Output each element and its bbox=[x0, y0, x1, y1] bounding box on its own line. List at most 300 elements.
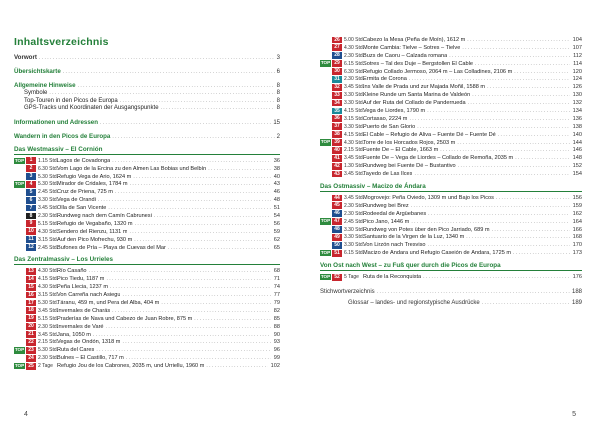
tour-duration: 5.30 Std. bbox=[38, 181, 59, 188]
dot-leader bbox=[475, 61, 570, 67]
tour-number: 5 bbox=[26, 189, 36, 196]
region-heading: Das Zentralmassiv – Los Urrieles bbox=[14, 256, 280, 265]
tour-number: 52 bbox=[332, 274, 342, 281]
entry-label: Übersichtskarte bbox=[14, 68, 61, 75]
tour-number: 26 bbox=[332, 37, 342, 44]
tour-page: 93 bbox=[273, 339, 280, 346]
tour-title: Monte Cambia: Tielve – Sotres – Tielve bbox=[363, 44, 461, 51]
page-number-right: 5 bbox=[572, 411, 576, 418]
dot-leader bbox=[417, 124, 569, 130]
dot-leader bbox=[466, 234, 569, 240]
tour-number: 13 bbox=[26, 268, 36, 275]
tour-page: 176 bbox=[572, 274, 582, 281]
tour-row bbox=[320, 210, 582, 218]
tour-page: 134 bbox=[572, 107, 582, 114]
entry-label: Informationen und Adressen bbox=[14, 118, 98, 126]
tour-duration: 3.45 Std. bbox=[38, 205, 59, 212]
tour-row bbox=[320, 233, 582, 241]
tour-row bbox=[320, 131, 582, 139]
tour-row bbox=[320, 60, 582, 68]
entry-label: Stichwortverzeichnis bbox=[320, 289, 375, 296]
top-tour-badge: TOP bbox=[320, 273, 331, 279]
tour-row bbox=[320, 44, 582, 52]
entry-page: 6 bbox=[276, 69, 280, 75]
tour-duration: 3.45 Std. bbox=[38, 307, 59, 314]
tour-page: 71 bbox=[273, 276, 280, 283]
dot-leader bbox=[112, 158, 271, 164]
tour-page: 77 bbox=[273, 292, 280, 299]
dot-leader bbox=[482, 298, 570, 309]
dot-leader bbox=[154, 213, 271, 219]
tour-row bbox=[14, 331, 280, 339]
tour-duration: 3.15 Std. bbox=[38, 236, 59, 243]
tour-row bbox=[14, 220, 280, 228]
left-content bbox=[14, 36, 280, 370]
dot-leader bbox=[414, 171, 569, 177]
tour-page: 132 bbox=[572, 100, 582, 107]
region-heading: Von Ost nach West – zu Fuß quer durch die Picos de Europa bbox=[320, 262, 582, 271]
toc-entry bbox=[320, 298, 582, 309]
dot-leader bbox=[467, 37, 569, 43]
right-page bbox=[300, 0, 600, 428]
dot-leader bbox=[106, 276, 270, 282]
dot-leader bbox=[423, 274, 570, 280]
tour-row bbox=[14, 307, 280, 315]
tour-duration: 5 Tage bbox=[344, 274, 359, 281]
tour-page: 144 bbox=[572, 139, 582, 146]
tour-duration: 5.30 Std. bbox=[38, 173, 59, 180]
tour-row bbox=[14, 354, 280, 362]
tour-duration: 3.30 Std. bbox=[344, 92, 365, 99]
tour-title: Vegas de Ondón, 1318 m bbox=[57, 339, 121, 346]
tour-page: 162 bbox=[572, 210, 582, 217]
tour-row bbox=[320, 75, 582, 83]
tour-page: 136 bbox=[572, 115, 582, 122]
entry-label: GPS-Tracks und Koordinaten der Ausgangspunkte bbox=[24, 105, 159, 112]
dot-leader bbox=[129, 229, 270, 235]
tour-row bbox=[320, 115, 582, 123]
dot-leader bbox=[110, 284, 271, 290]
tour-row bbox=[320, 146, 582, 154]
dot-leader bbox=[106, 324, 271, 330]
tour-page: 126 bbox=[572, 84, 582, 91]
tour-duration: 3.30 Std. bbox=[344, 242, 365, 249]
tour-page: 90 bbox=[273, 331, 280, 338]
tour-title: Olla de San Vicente bbox=[57, 205, 107, 212]
top-tour-badge: TOP bbox=[14, 347, 25, 353]
tour-row bbox=[14, 315, 280, 323]
tour-title: Río Casaño bbox=[57, 268, 87, 275]
tour-title: Auf der Ruta del Collado de Panderrueda bbox=[363, 100, 466, 107]
entry-page: 2 bbox=[276, 133, 280, 140]
tour-page: 164 bbox=[572, 218, 582, 225]
tour-title: Von Carreña nach Asiegu bbox=[57, 292, 121, 299]
tour-title: Refugio Vega de Ario, 1624 m bbox=[57, 173, 132, 180]
tour-number: 6 bbox=[26, 197, 36, 204]
tour-duration: 2.30 Std. bbox=[38, 355, 59, 362]
tour-duration: 5.15 Std. bbox=[38, 220, 59, 227]
tour-page: 130 bbox=[572, 92, 582, 99]
left-regions bbox=[14, 146, 280, 370]
tour-title: Cortasao, 2224 m bbox=[363, 115, 408, 122]
right-regions bbox=[320, 36, 582, 281]
tour-number: 39 bbox=[332, 139, 342, 146]
tour-number: 16 bbox=[26, 292, 36, 299]
tour-row bbox=[320, 68, 582, 76]
tour-row bbox=[14, 236, 280, 244]
tour-title: Bulnes – El Castillo, 717 m bbox=[57, 355, 124, 362]
entry-page: 3 bbox=[276, 55, 280, 61]
dot-leader bbox=[161, 105, 275, 113]
tour-title: Cabezo la Mesa (Peña de Moín), 1612 m bbox=[363, 36, 466, 43]
dot-leader bbox=[39, 54, 275, 62]
tour-number: 49 bbox=[332, 234, 342, 241]
dot-leader bbox=[462, 45, 569, 51]
tour-page: 159 bbox=[572, 202, 582, 209]
entry-page: 188 bbox=[571, 289, 582, 296]
dot-leader bbox=[122, 292, 270, 298]
tour-number: 20 bbox=[26, 323, 36, 330]
tour-duration: 2.15 Std. bbox=[38, 339, 59, 346]
tour-duration: 2.30 Std. bbox=[38, 323, 59, 330]
tour-duration: 1.30 Std. bbox=[344, 163, 365, 170]
dot-leader bbox=[458, 163, 570, 169]
toc-entry bbox=[14, 68, 280, 76]
tour-number: 40 bbox=[332, 147, 342, 154]
dot-leader bbox=[120, 98, 275, 106]
tour-duration: 6.30 Std. bbox=[38, 165, 59, 172]
dot-leader bbox=[440, 147, 569, 153]
tour-row bbox=[14, 283, 280, 291]
dot-leader bbox=[93, 332, 271, 338]
tour-row bbox=[320, 154, 582, 162]
dot-leader bbox=[377, 287, 570, 298]
tour-duration: 2 Tage bbox=[38, 363, 53, 370]
tour-page: 36 bbox=[273, 157, 280, 164]
tour-page: 59 bbox=[273, 228, 280, 235]
tour-page: 114 bbox=[573, 60, 582, 67]
tour-number: 17 bbox=[26, 300, 36, 307]
tour-page: 85 bbox=[273, 315, 280, 322]
dot-leader bbox=[112, 133, 274, 141]
dot-leader bbox=[63, 68, 275, 76]
tour-duration: 4.15 Std. bbox=[344, 131, 365, 138]
tour-row bbox=[320, 123, 582, 131]
tour-title: Rundweg nach dem Camín Cabrunesi bbox=[57, 212, 152, 219]
top-tour-badge: TOP bbox=[320, 139, 331, 145]
top-tour-badge: TOP bbox=[320, 60, 331, 66]
tour-number: 46 bbox=[332, 210, 342, 217]
dot-leader bbox=[428, 242, 570, 248]
tour-number: 42 bbox=[332, 163, 342, 170]
tour-number: 29 bbox=[332, 60, 342, 67]
tour-title: Rundweg bei Fuente Dé – Bustantivo bbox=[363, 163, 456, 170]
entry-label: Top-Touren in den Picos de Europa bbox=[24, 97, 118, 104]
tour-page: 40 bbox=[273, 173, 280, 180]
tour-page: 79 bbox=[273, 299, 280, 306]
dot-leader bbox=[472, 92, 569, 98]
tour-duration: 4.30 Std. bbox=[344, 44, 365, 51]
tour-row bbox=[320, 139, 582, 147]
tour-duration: 4.15 Std. bbox=[344, 107, 365, 114]
tour-number: 2 bbox=[26, 165, 36, 172]
tour-page: 120 bbox=[572, 68, 582, 75]
tour-page: 148 bbox=[572, 155, 582, 162]
tour-title: Ermita de Corona bbox=[363, 76, 407, 83]
tour-title: Buzs de Caoru – Calzada romana bbox=[363, 52, 448, 59]
tour-title: Peña Llecia, 1237 m bbox=[57, 284, 108, 291]
tour-page: 154 bbox=[572, 171, 582, 178]
tour-page: 146 bbox=[572, 147, 582, 154]
entry-page: 8 bbox=[276, 105, 280, 112]
tour-page: 112 bbox=[573, 52, 582, 59]
tour-duration: 2.45 Std. bbox=[38, 244, 59, 251]
tour-row bbox=[14, 212, 280, 220]
dot-leader bbox=[98, 197, 271, 203]
tour-duration: 2.30 Std. bbox=[344, 76, 365, 83]
tour-number: 31 bbox=[332, 76, 342, 83]
tour-page: 124 bbox=[572, 76, 582, 83]
tour-duration: 6.30 Std. bbox=[344, 68, 365, 75]
tour-number: 9 bbox=[26, 220, 36, 227]
tour-title: Vega de Orandi bbox=[57, 197, 96, 204]
region-heading: Das Ostmassiv – Macizo de Ándara bbox=[320, 183, 582, 192]
tour-title: Santuario de la Virgen de la Luz, 1340 m bbox=[363, 234, 465, 241]
dot-leader bbox=[206, 363, 267, 369]
entry-label: Symbole bbox=[24, 90, 48, 96]
dot-leader bbox=[96, 347, 270, 353]
tour-number: 8 bbox=[26, 213, 36, 220]
tour-duration: 3.30 Std. bbox=[344, 234, 365, 241]
tour-duration: 5.00 Std. bbox=[344, 36, 365, 43]
tour-number: 36 bbox=[332, 115, 342, 122]
tour-page: 170 bbox=[572, 242, 582, 249]
tour-title: Mirador de Cridales, 1784 m bbox=[57, 181, 128, 188]
tour-number: 32 bbox=[332, 84, 342, 91]
tour-title: Sendero del Rienzu, 1131 m bbox=[57, 228, 128, 235]
tour-page: 51 bbox=[273, 205, 280, 212]
tour-title: Puerto de San Glorio bbox=[363, 123, 416, 130]
tour-row bbox=[320, 194, 582, 202]
tour-title: Jana, 1050 m bbox=[57, 331, 91, 338]
tour-row bbox=[320, 91, 582, 99]
tour-row bbox=[14, 244, 280, 252]
tour-title: El Cable – Refugio de Áliva – Fuente Dé – Fuente Dé bbox=[363, 131, 496, 138]
tour-page: 54 bbox=[273, 212, 280, 219]
tour-title: Fuente De – El Cable, 1663 m bbox=[363, 147, 439, 154]
dot-leader bbox=[168, 245, 271, 251]
tour-duration: 2.15 Std. bbox=[344, 147, 365, 154]
dot-leader bbox=[122, 339, 270, 345]
dot-leader bbox=[108, 205, 270, 211]
dot-leader bbox=[468, 100, 570, 106]
tour-number: 22 bbox=[26, 339, 36, 346]
tour-duration: 3.45 Std. bbox=[344, 171, 365, 178]
tour-page: 43 bbox=[273, 181, 280, 188]
tour-number: 47 bbox=[332, 218, 342, 225]
entry-label: Allgemeine Hinweise bbox=[14, 82, 76, 89]
dot-leader bbox=[513, 250, 570, 256]
top-tour-badge: TOP bbox=[320, 250, 331, 255]
tour-row bbox=[14, 196, 280, 204]
tour-page: 65 bbox=[273, 244, 280, 251]
tour-number: 19 bbox=[26, 315, 36, 322]
dot-leader bbox=[514, 69, 569, 75]
entry-page: 15 bbox=[273, 119, 280, 126]
tour-duration: 3.45 Std. bbox=[344, 155, 365, 162]
tour-row bbox=[320, 170, 582, 178]
top-tour-badge: TOP bbox=[14, 362, 25, 368]
tour-title: Torre de los Horcados Rojos, 2503 m bbox=[363, 139, 456, 146]
tour-title: Rundweg von Potes über den Pico Jarriado, 689 m bbox=[363, 226, 490, 233]
tour-duration: 3.30 Std. bbox=[344, 226, 365, 233]
tour-title: Cruz de Priena, 725 m bbox=[57, 189, 113, 196]
tour-title: Vom Lago de la Ercina zu den Almen Las Bobias und Belbín bbox=[57, 165, 207, 172]
tour-row bbox=[320, 226, 582, 234]
tour-page: 173 bbox=[572, 250, 582, 257]
tour-number: 3 bbox=[26, 173, 36, 180]
entry-label: Glossar – landes- und regionstypische Ausdrücke bbox=[348, 300, 480, 307]
dot-leader bbox=[161, 300, 270, 306]
tour-page: 166 bbox=[572, 226, 582, 233]
tour-row bbox=[14, 228, 280, 236]
tour-row bbox=[320, 99, 582, 107]
dot-leader bbox=[492, 227, 570, 233]
tour-duration: 4.15 Std. bbox=[38, 276, 59, 283]
tour-number: 37 bbox=[332, 123, 342, 130]
tour-page: 96 bbox=[273, 347, 280, 354]
tour-row bbox=[320, 218, 582, 226]
tour-row bbox=[14, 173, 280, 181]
tour-duration: 3.30 Std. bbox=[344, 123, 365, 130]
dot-leader bbox=[449, 53, 570, 59]
tour-duration: 2.30 Std. bbox=[344, 202, 365, 209]
tour-page: 68 bbox=[273, 268, 280, 275]
dot-leader bbox=[427, 108, 569, 114]
tour-page: 88 bbox=[273, 323, 280, 330]
dot-leader bbox=[100, 119, 271, 127]
tour-page: 138 bbox=[572, 123, 582, 130]
toc-entry bbox=[14, 98, 280, 106]
tour-duration: 4.30 Std. bbox=[38, 268, 59, 275]
dot-leader bbox=[115, 189, 271, 195]
dot-leader bbox=[498, 132, 570, 138]
tour-row bbox=[320, 249, 582, 257]
tour-row bbox=[14, 338, 280, 346]
tour-number: 27 bbox=[332, 44, 342, 51]
entry-label: Vorwort bbox=[14, 54, 37, 61]
tour-number: 23 bbox=[26, 347, 36, 354]
dot-leader bbox=[208, 166, 270, 172]
tour-title: Invernales de Varé bbox=[57, 323, 104, 330]
dot-leader bbox=[135, 221, 271, 227]
dot-leader bbox=[78, 82, 275, 90]
tour-number: 33 bbox=[332, 92, 342, 99]
tour-page: 46 bbox=[273, 189, 280, 196]
tour-number: 21 bbox=[26, 331, 36, 338]
region-heading: Das Westmassiv – El Cornión bbox=[14, 146, 280, 155]
tour-duration: 1.15 Std. bbox=[38, 157, 59, 164]
tour-duration: 2.45 Std. bbox=[344, 218, 365, 225]
tour-row bbox=[14, 346, 280, 354]
toc-entry bbox=[14, 82, 280, 90]
tour-title: Vega de Liordes, 1790 m bbox=[363, 107, 426, 114]
tour-title: Bufones de Pría – Playa de Cuevas del Mar bbox=[57, 244, 166, 251]
tour-page: 140 bbox=[572, 131, 582, 138]
tour-duration: 6.15 Std. bbox=[344, 250, 365, 257]
tour-title: Táranu, 459 m, und Pera del Alba, 404 m bbox=[57, 299, 160, 306]
tour-number: 7 bbox=[26, 205, 36, 212]
tour-title: Ruta de la Reconquista bbox=[363, 274, 422, 281]
dot-leader bbox=[409, 116, 569, 122]
tour-number: 14 bbox=[26, 276, 36, 283]
tour-page: 152 bbox=[572, 163, 582, 170]
tour-number: 4 bbox=[26, 181, 36, 188]
page-number-left: 4 bbox=[24, 411, 28, 418]
tour-number: 11 bbox=[26, 236, 36, 243]
tour-number: 18 bbox=[26, 307, 36, 314]
tour-title: Refugio Jou de los Cabrones, 2035 m, und Urriellu, 1960 m bbox=[57, 363, 205, 370]
tour-page: 104 bbox=[572, 36, 582, 43]
tour-duration: 6.15 Std. bbox=[344, 60, 365, 67]
tour-number: 50 bbox=[332, 242, 342, 249]
tour-title: Invernales de Charás bbox=[57, 307, 111, 314]
dot-leader bbox=[89, 268, 271, 274]
tour-duration: 4.30 Std. bbox=[38, 228, 59, 235]
tour-page: 99 bbox=[273, 355, 280, 362]
toc-entry bbox=[14, 105, 280, 113]
tour-title: Sotres – Tal des Duje – Bergstollen El Cable bbox=[363, 60, 473, 67]
tour-number: 43 bbox=[332, 171, 342, 178]
tour-row bbox=[14, 188, 280, 196]
tour-page: 74 bbox=[273, 284, 280, 291]
tour-duration: 2.45 Std. bbox=[38, 189, 59, 196]
entry-page: 8 bbox=[276, 83, 280, 89]
tour-page: 168 bbox=[572, 234, 582, 241]
dot-leader bbox=[428, 211, 570, 217]
tour-number: 38 bbox=[332, 131, 342, 138]
tour-row bbox=[14, 362, 280, 370]
tour-row bbox=[14, 165, 280, 173]
dot-leader bbox=[130, 181, 271, 187]
tour-row bbox=[320, 83, 582, 91]
tour-row bbox=[320, 273, 582, 281]
tour-row bbox=[14, 275, 280, 283]
tour-number: 28 bbox=[332, 52, 342, 59]
tour-page: 82 bbox=[273, 307, 280, 314]
dot-leader bbox=[126, 355, 271, 361]
front-matter bbox=[14, 54, 280, 141]
tour-number: 24 bbox=[26, 355, 36, 362]
top-tour-badge: TOP bbox=[320, 218, 331, 224]
tour-page: 38 bbox=[273, 165, 280, 172]
tour-row bbox=[320, 162, 582, 170]
right-content bbox=[320, 36, 582, 309]
tour-duration: 2.30 Std. bbox=[38, 212, 59, 219]
tour-duration: 3.45 Std. bbox=[38, 331, 59, 338]
toc-entry bbox=[14, 90, 280, 98]
tour-duration: 3.30 Std. bbox=[38, 197, 59, 204]
entry-page: 8 bbox=[276, 90, 280, 96]
tour-row bbox=[14, 180, 280, 188]
tour-number: 35 bbox=[332, 108, 342, 115]
tour-number: 51 bbox=[332, 250, 342, 257]
dot-leader bbox=[457, 140, 569, 146]
dot-leader bbox=[411, 203, 570, 209]
dot-leader bbox=[134, 237, 271, 243]
dot-leader bbox=[112, 308, 271, 314]
tour-duration: 5.15 Std. bbox=[38, 315, 59, 322]
